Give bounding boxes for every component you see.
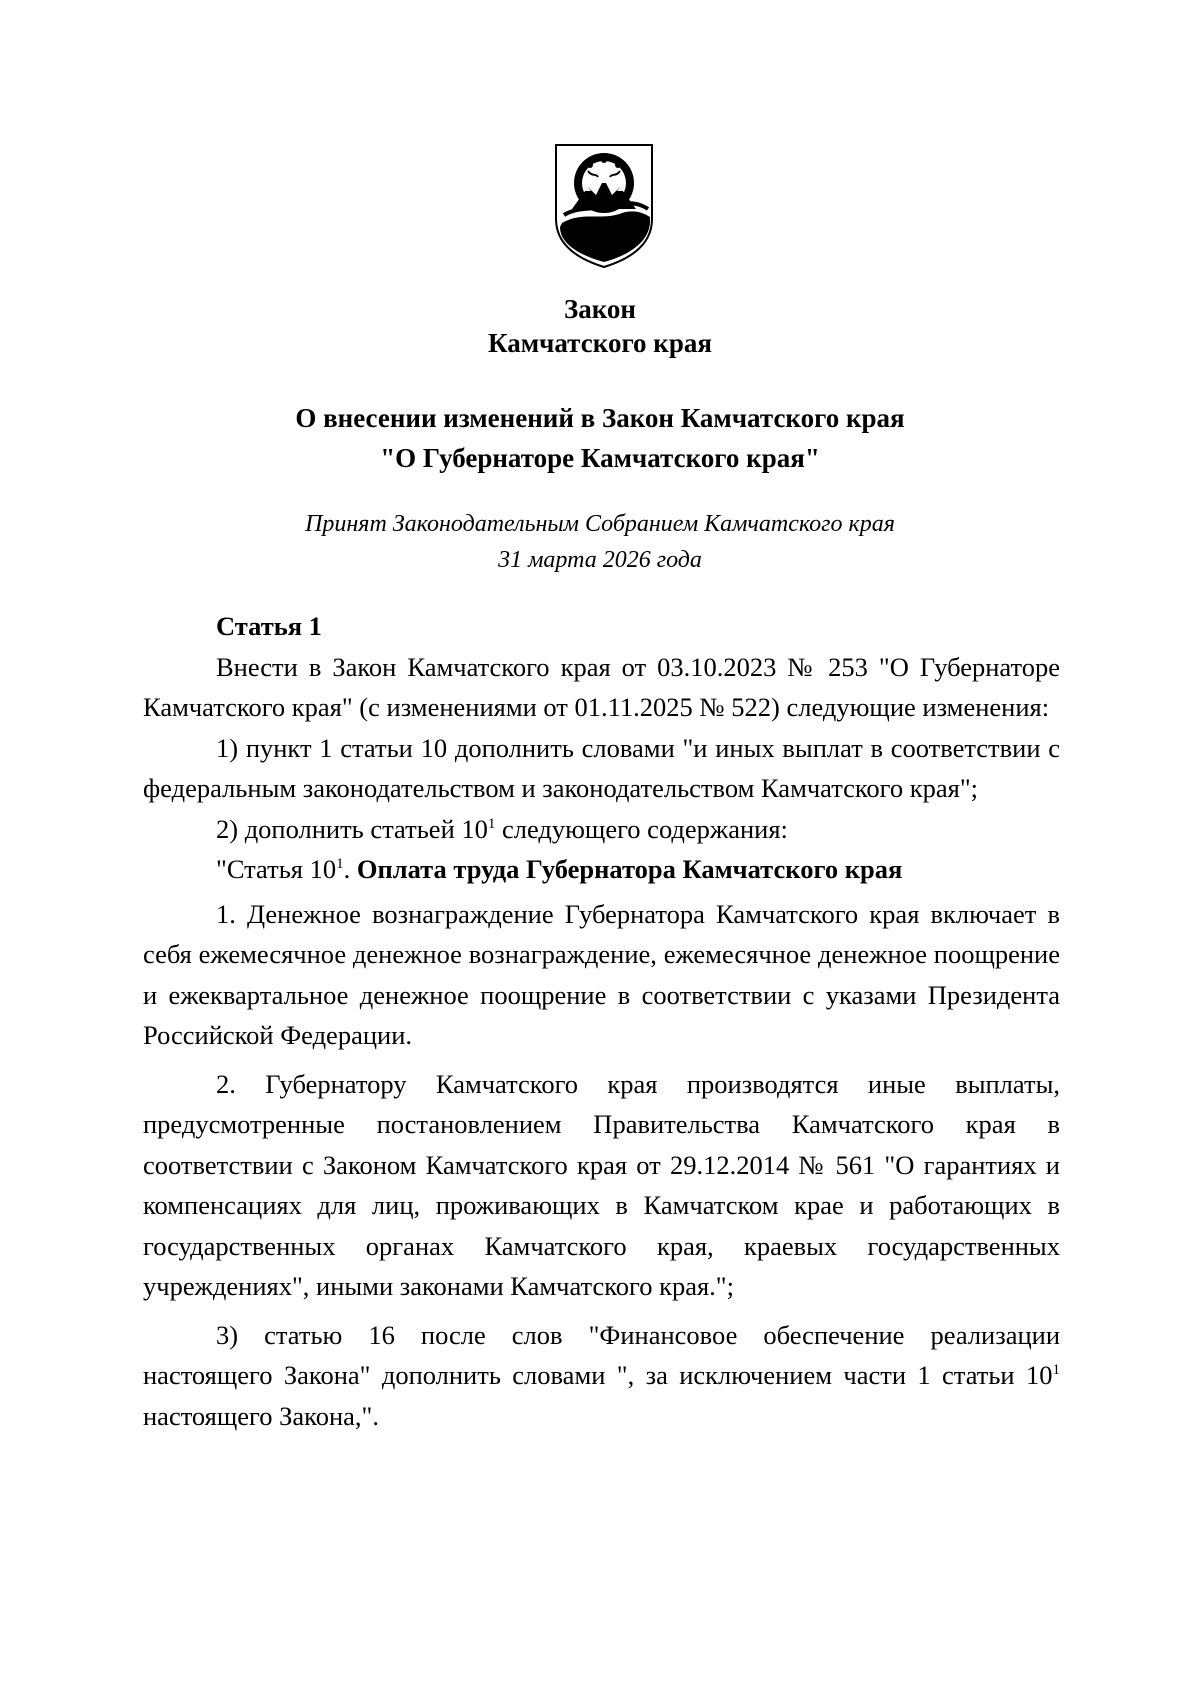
- document-type: Закон: [563, 294, 636, 324]
- document-body: [143, 606, 1060, 1436]
- document-region: Камчатского края: [488, 328, 712, 358]
- new-article-title: Оплата труда Губернатора Камчатского края: [356, 854, 903, 884]
- subject-line-2: "О Губернаторе Камчатского края": [380, 443, 820, 473]
- amendment-item-1: 1) пункт 1 статьи 10 дополнить словами "и иных выплат в соответствии с федеральным законодательством и законодательством Камчатского края";: [143, 732, 1060, 803]
- document-title: [0, 292, 1200, 360]
- adoption-note: [0, 506, 1200, 578]
- amendment-item-2: 2) дополнить статьей $10^1$ следующего содержания:: [216, 813, 788, 844]
- adoption-date: 31 марта 2026 года: [498, 547, 702, 573]
- document-subject: [0, 398, 1200, 478]
- new-article-heading: "Статья $10^1$. Оплата труда Губернатора Камчатского края: [216, 854, 903, 884]
- article-heading: Статья 1: [216, 611, 322, 641]
- subject-line-1: О внесении изменений в Закон Камчатского края: [295, 403, 905, 433]
- new-article-part-1: 1. Денежное вознаграждение Губернатора Камчатского края включает в себя ежемесячное денежное вознаграждение, ежемесячное денежное поощрение и ежеквартальное денежное поощрение в соответствии с указами Президента Российской Федерации.: [143, 898, 1060, 1050]
- amendment-item-3: 3) статью 16 после слов "Финансовое обеспечение реализации настоящего Закона" дополнить словами ", за исключением части 1 статьи $10^1$ настоящего Закона,".: [143, 1319, 1060, 1431]
- adoption-line-1: Принят Законодательным Собранием Камчатского края: [305, 511, 895, 537]
- kamchatka-coat-of-arms-icon: [552, 143, 656, 269]
- article-intro: Внести в Закон Камчатского края от 03.10.2023 № 253 "О Губернаторе Камчатского края" (с изменениями от 01.11.2025 № 522) следующие изменения:: [143, 651, 1060, 722]
- new-article-part-2: 2. Губернатору Камчатского края производятся иные выплаты, предусмотренные постановлением Правительства Камчатского края в соответствии с Законом Камчатского края от 29.12.2014 № 561 "О гарантиях и компенсациях для лиц, проживающих в Камчатском крае и работающих в государственных органах Камчатского края, краевых государственных учреждениях", иными законами Камчатского края.";: [143, 1068, 1060, 1301]
